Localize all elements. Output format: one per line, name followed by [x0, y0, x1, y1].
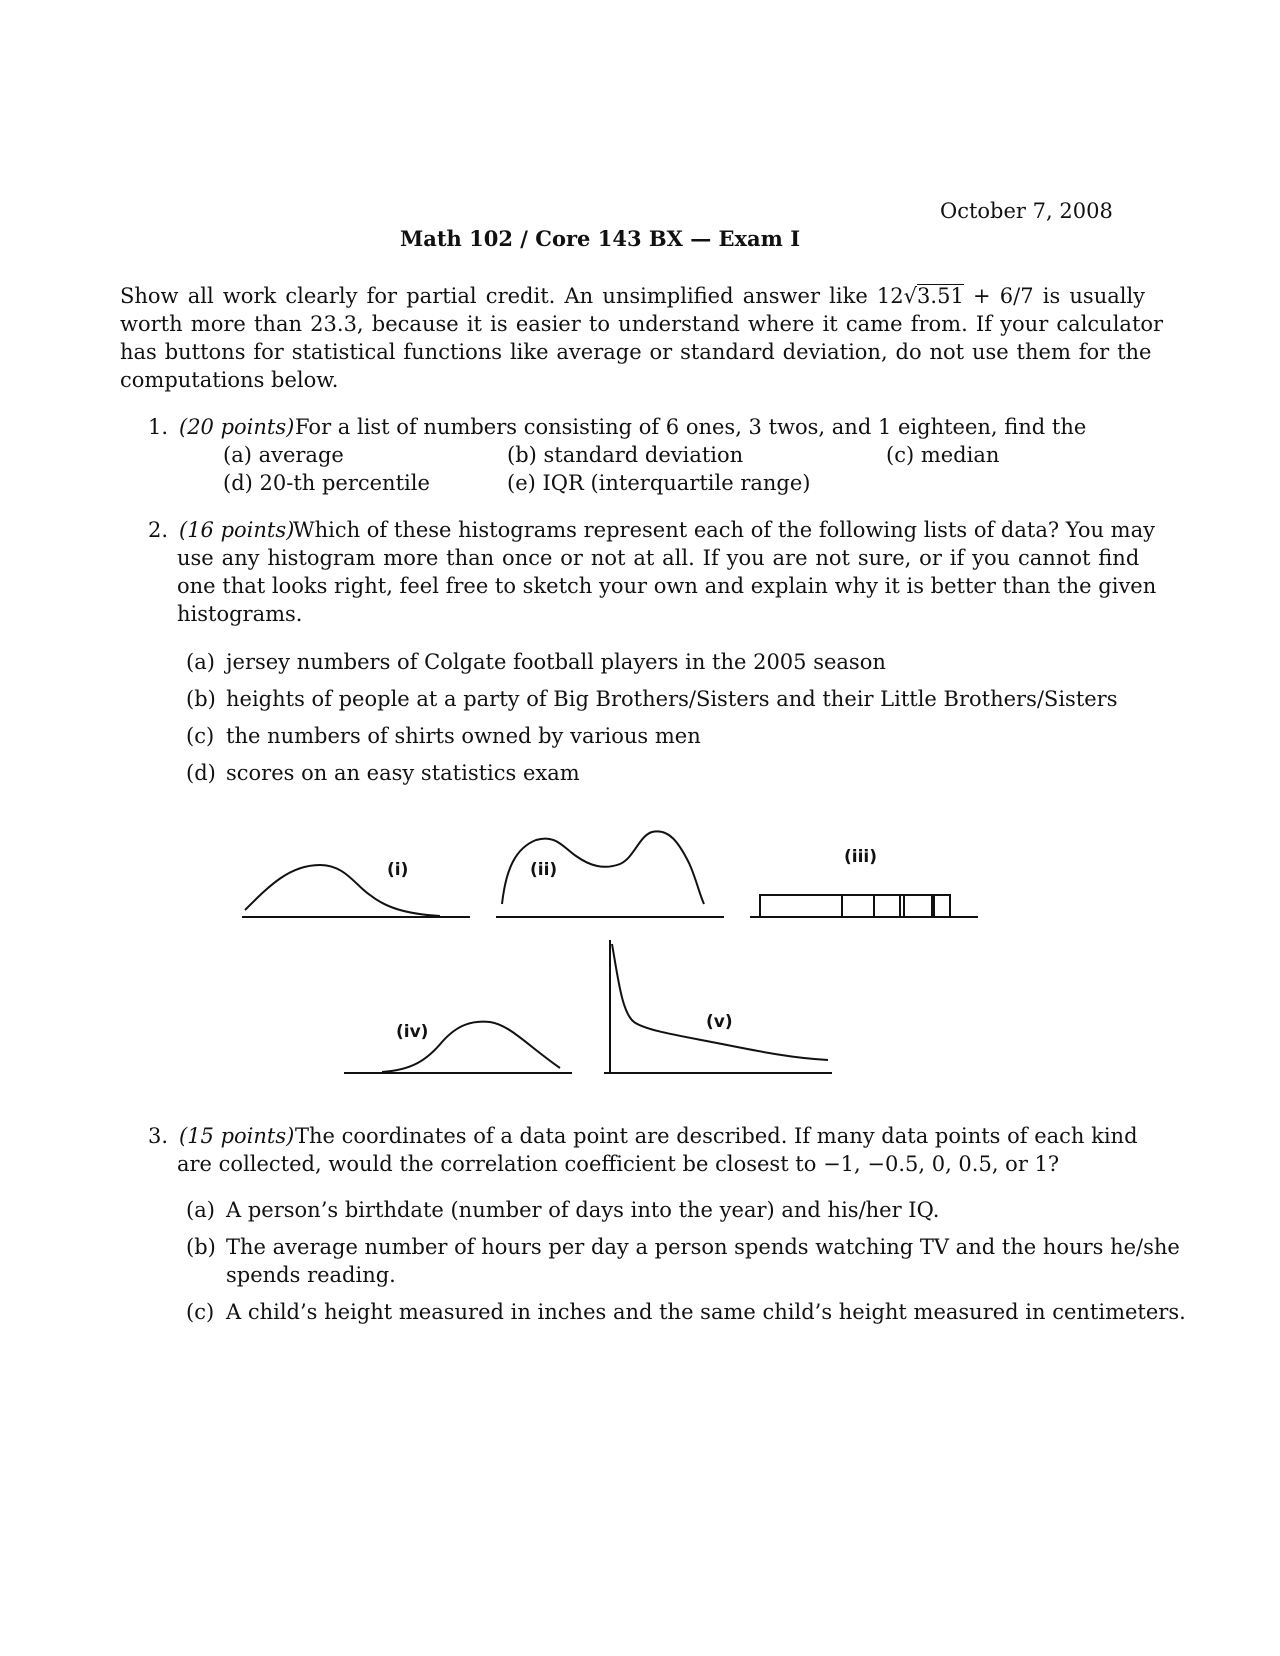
instructions-text-b: + 6/7 is usually: [963, 284, 1146, 308]
q3-part-c-label: (c): [186, 1300, 215, 1324]
instructions-line-2: worth more than 23.3, because it is easier to understand where it came from. If your calculator: [120, 312, 1164, 336]
instructions-text-a: Show all work clearly for partial credit. An unsimplified answer like 12: [120, 284, 904, 308]
histogram-v: [602, 928, 834, 1076]
q3-part-a-label: (a): [186, 1198, 215, 1222]
histogram-ii-graphic: [494, 818, 726, 920]
q2-part-d-text: scores on an easy statistics exam: [226, 761, 580, 785]
sqrt-radicand: 3.51: [917, 284, 964, 308]
q3-part-c-text: A child’s height measured in inches and the same child’s height measured in centimeters.: [226, 1300, 1186, 1324]
histogram-ii: [494, 818, 726, 920]
q2-part-a-label: (a): [186, 650, 215, 674]
q2-part-c-label: (c): [186, 724, 215, 748]
histogram-v-graphic: [602, 928, 834, 1076]
q3-part-b-text: The average number of hours per day a person spends watching TV and the hours he/she: [226, 1235, 1180, 1259]
exam-title: Math 102 / Core 143 BX — Exam I: [400, 226, 801, 251]
q2-part-b-label: (b): [186, 687, 216, 711]
instructions-line-3: has buttons for statistical functions like average or standard deviation, do not use them for the: [120, 340, 1152, 364]
histogram-v-label: (v): [706, 1012, 733, 1032]
histogram-iii-label: (iii): [844, 847, 878, 867]
q3-line-2: are collected, would the correlation coefficient be closest to −1, −0.5, 0, 0.5, or 1?: [177, 1152, 1060, 1176]
instructions-line-4: computations below.: [120, 368, 339, 392]
q1-part-e: (e) IQR (interquartile range): [507, 471, 811, 495]
histogram-ii-label: (ii): [530, 860, 558, 880]
q3-part-b-text-2: spends reading.: [226, 1263, 396, 1287]
q3-part-a-text: A person’s birthdate (number of days into the year) and his/her IQ.: [226, 1198, 940, 1222]
q1-number: 1.: [148, 415, 169, 439]
q2-part-c-text: the numbers of shirts owned by various men: [226, 724, 701, 748]
q1-part-b: (b) standard deviation: [507, 443, 744, 467]
q3-number: 3.: [148, 1124, 169, 1148]
q2-line-3: one that looks right, feel free to sketch your own and explain why it is better than the given: [177, 574, 1157, 598]
histogram-i-graphic: [240, 840, 472, 920]
histogram-i-label: (i): [387, 860, 409, 880]
q1-part-d: (d) 20-th percentile: [223, 471, 430, 495]
q2-line-2: use any histogram more than once or not at all. If you are not sure, or if you cannot find: [177, 546, 1140, 570]
q3-line-1: The coordinates of a data point are described. If many data points of each kind: [295, 1124, 1138, 1148]
q1-part-a: (a) average: [223, 443, 344, 467]
q1-points: (20 points): [179, 415, 295, 439]
q2-part-a-text: jersey numbers of Colgate football players in the 2005 season: [226, 650, 886, 674]
q1-part-c: (c) median: [886, 443, 1000, 467]
q2-line-1: Which of these histograms represent each of the following lists of data? You may: [293, 518, 1155, 542]
q2-number: 2.: [148, 518, 169, 542]
histogram-iii: [748, 847, 980, 920]
sqrt-symbol: √: [903, 284, 918, 308]
histogram-iv-graphic: [342, 1000, 574, 1076]
q2-part-d-label: (d): [186, 761, 216, 785]
histogram-i: [240, 840, 472, 920]
histogram-iv-label: (iv): [396, 1022, 429, 1042]
exam-date: October 7, 2008: [940, 199, 1113, 223]
q3-part-b-label: (b): [186, 1235, 216, 1259]
histogram-iv: [342, 1000, 574, 1076]
q2-line-4: histograms.: [177, 602, 303, 626]
q2-part-b-text: heights of people at a party of Big Brothers/Sisters and their Little Brothers/Sisters: [226, 687, 1118, 711]
q1-text: For a list of numbers consisting of 6 ones, 3 twos, and 1 eighteen, find the: [295, 415, 1087, 439]
q3-points: (15 points): [179, 1124, 295, 1148]
q2-points: (16 points): [179, 518, 295, 542]
instructions-line-1: [120, 282, 1146, 310]
